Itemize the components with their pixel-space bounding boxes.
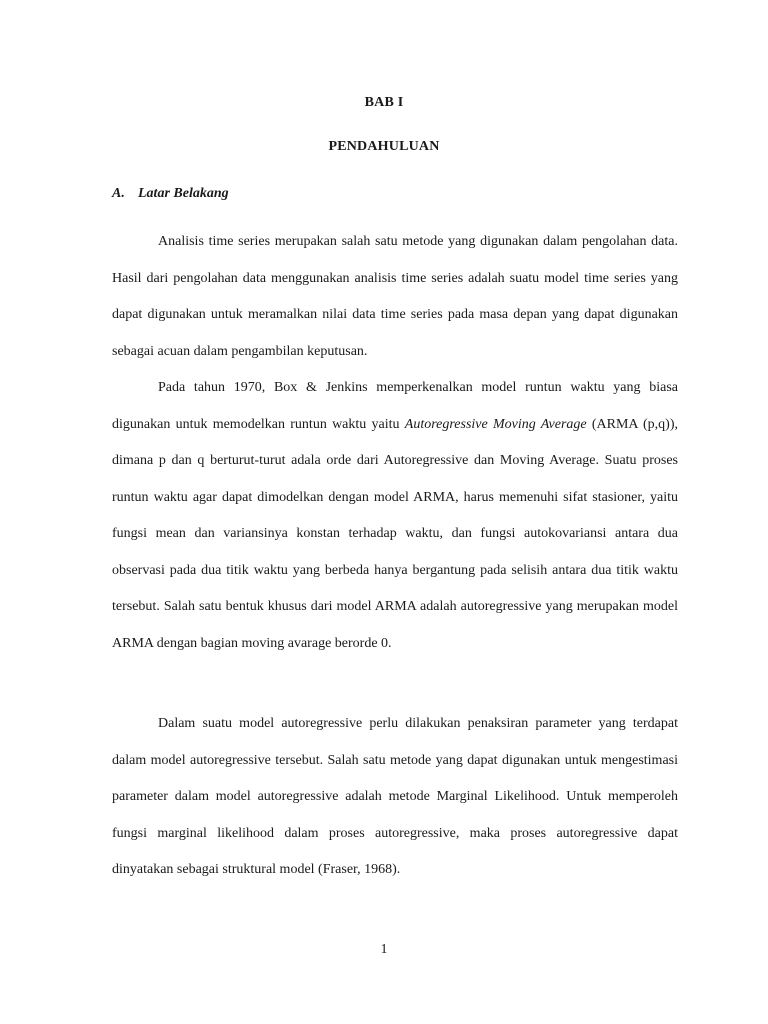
paragraph-2-text-before: Pada tahun 1970, Box & Jenkins memperkenalkan model runtun waktu yang biasa digunakan untuk memodelkan runtun waktu yaitu [112, 380, 678, 432]
paragraph-3: Dalam suatu model autoregressive perlu dilakukan penaksiran parameter yang terdapat dalam model autoregressive tersebut. Salah satu metode yang dapat digunakan untuk mengestimasi parameter dalam model autoregressive adalah metode Marginal Likelihood. Untuk memperoleh fungsi marginal likelihood dalam proses autoregressive, maka proses autoregressive dapat dinyatakan sebagai struktural model (Fraser, 1968). [112, 716, 678, 877]
chapter-title: PENDAHULUAN [328, 139, 440, 154]
paragraph-2 [112, 370, 678, 662]
page-number: 1 [380, 942, 388, 957]
section-heading [112, 186, 229, 202]
paragraph-2-italic-term: Autoregressive Moving Average [404, 416, 587, 432]
chapter-number: BAB I [364, 95, 404, 110]
paragraph-2-text-after: (ARMA (p,q)), dimana p dan q berturut-turut adala orde dari Autoregressive dan Moving Average. Suatu proses runtun waktu agar dapat dimodelkan dengan model ARMA, harus memenuhi sifat stasioner, yaitu fungsi mean dan variansinya konstan terhadap waktu, dan fungsi autokovariansi antara dua observasi pada dua titik waktu yang berbeda hanya bergantung pada selisih antara dua titik waktu tersebut. Salah satu bentuk khusus dari model ARMA adalah autoregressive yang merupakan model ARMA dengan bagian moving avarage berorde 0. [112, 416, 678, 651]
section-label: A. [112, 186, 125, 201]
paragraph-1: Analisis time series merupakan salah satu metode yang digunakan dalam pengolahan data. Hasil dari pengolahan data menggunakan analisis time series adalah suatu model time series yang dapat digunakan untuk meramalkan nilai data time series pada masa depan yang dapat digunakan sebagai acuan dalam pengambilan keputusan. [112, 234, 678, 359]
section-title: Latar Belakang [138, 186, 229, 201]
